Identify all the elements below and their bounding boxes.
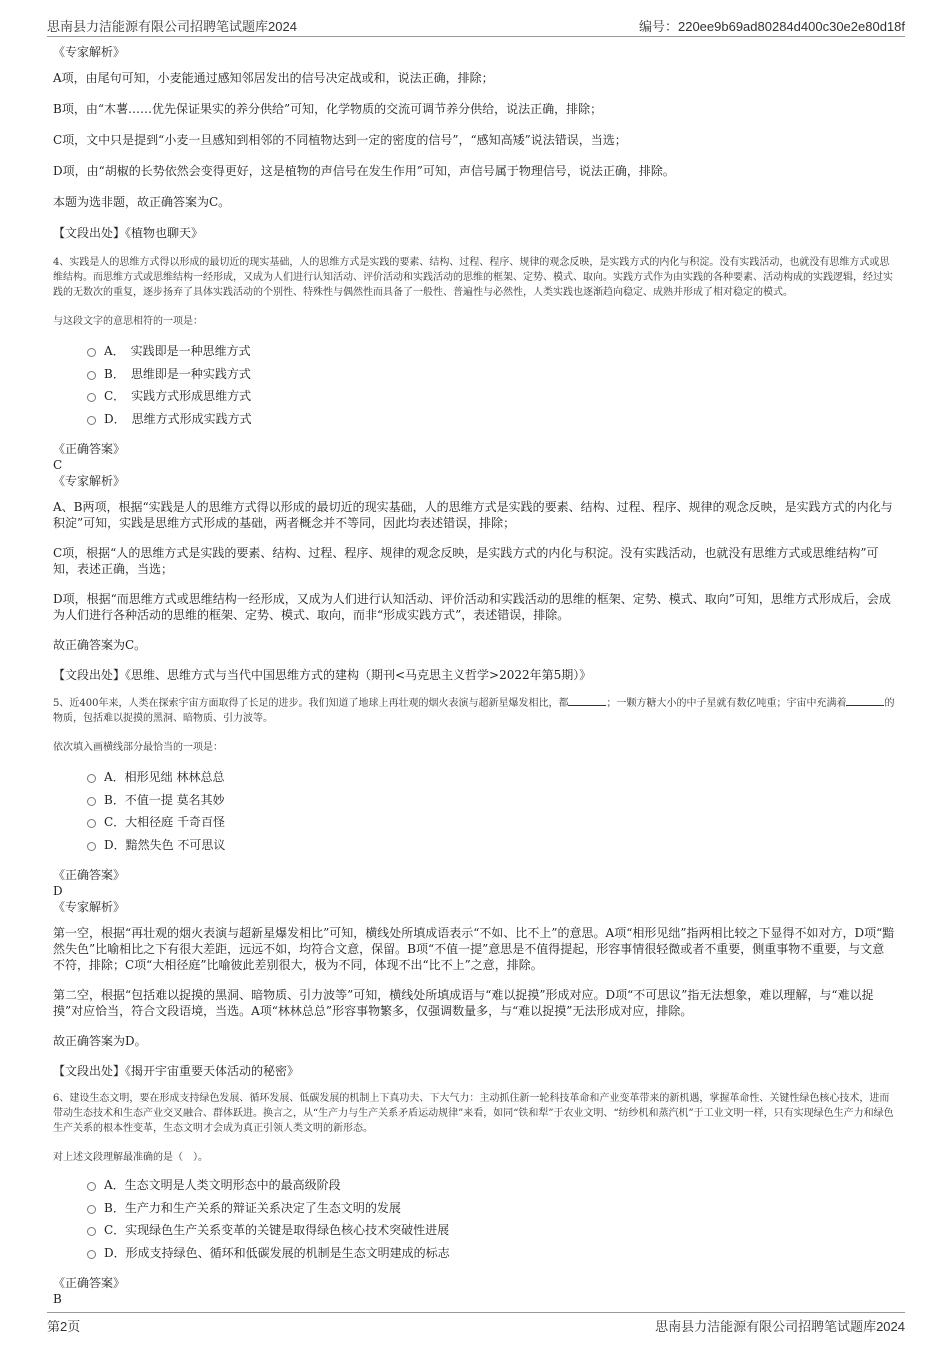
radio-icon[interactable]	[87, 393, 96, 402]
q4-options	[87, 343, 895, 433]
q3-analysis-label: 《专家解析》	[53, 45, 126, 59]
q5-source: 【文段出处】《揭开宇宙重要天体活动的秘密》	[53, 1064, 300, 1078]
q6-option-c[interactable]: C．实现绿色生产关系变革的关键是取得绿色核心技术突破性进展	[87, 1222, 895, 1245]
page-number: 第2页	[47, 1319, 81, 1334]
q5-conclusion: 故正确答案为D。	[53, 1034, 147, 1048]
q4-source: 【文段出处】《思维、思维方式与当代中国思维方式的建构（期刊<马克思主义哲学>2022年第5期）》	[53, 668, 592, 682]
radio-icon[interactable]	[87, 1250, 96, 1259]
q4-conclusion: 故正确答案为C。	[53, 638, 147, 652]
q6-answer: B	[53, 1292, 62, 1306]
page-footer	[47, 1312, 905, 1337]
radio-icon[interactable]	[87, 774, 96, 783]
document-code: 编号：220ee9b69ad80284d400c30e2e80d18f	[638, 19, 905, 34]
q5-options	[87, 769, 895, 859]
q6-options	[87, 1177, 895, 1267]
q3-source: 【文段出处】《植物也聊天》	[53, 226, 204, 240]
q4-option-b[interactable]: B． 思维即是一种实践方式	[87, 366, 895, 389]
q5-option-b[interactable]: B．不值一提 莫名其妙	[87, 792, 895, 815]
fill-blank	[846, 695, 884, 706]
fill-blank	[568, 695, 606, 706]
q5-answer-label: 《正确答案》	[53, 868, 126, 882]
q5-answer: D	[53, 884, 63, 898]
q4-analysis-d: D项，根据“而思维方式或思维结构一经形成，又成为人们进行认知活动、评价活动和实践活动的思维的框架、定势、模式、取向”可知，思维方式形成后，会成为人们进行各种活动的思维的框架、定势、模式、取向，而非“形成实践方式”，表述错误，排除。	[53, 592, 891, 622]
radio-icon[interactable]	[87, 1182, 96, 1191]
q6-option-d[interactable]: D．形成支持绿色、循环和低碳发展的机制是生态文明建成的标志	[87, 1245, 895, 1268]
q5-analysis-1: 第一空，根据“再壮观的烟火表演与超新星爆发相比”可知，横线处所填成语表示“不如、比不上”的意思。A项“相形见绌”指两相比较之下显得不如对方，D项“黯然失色”比喻相比之下有很大差距，远远不如，均符合文意，保留。B项“不值一提”意思是不值得提起，形容事情很轻微或者不重要，侧重事物不重要，与文意不符，排除；C项“大相径庭”比喻彼此差别很大，极为不同，体现不出“比不上”之意，排除。	[53, 926, 895, 972]
q6-option-b[interactable]: B．生产力和生产关系的辩证关系决定了生态文明的发展	[87, 1200, 895, 1223]
q3-conclusion: 本题为选非题，故正确答案为C。	[53, 195, 231, 209]
q4-option-a[interactable]: A． 实践即是一种思维方式	[87, 343, 895, 366]
q5-analysis-label: 《专家解析》	[53, 900, 126, 914]
q5-prompt: 依次填入画横线部分最恰当的一项是：	[53, 742, 223, 753]
page-content	[53, 44, 895, 1307]
q4-prompt: 与这段文字的意思相符的一项是：	[53, 316, 203, 327]
radio-icon[interactable]	[87, 1205, 96, 1214]
radio-icon[interactable]	[87, 1227, 96, 1236]
radio-icon[interactable]	[87, 371, 96, 380]
q3-analysis-c: C项，文中只是提到“小麦一旦感知到相邻的不同植物达到一定的密度的信号”，“感知高矮”说法错误，当选；	[53, 133, 627, 147]
q4-answer: C	[53, 458, 63, 472]
q4-option-c[interactable]: C． 实践方式形成思维方式	[87, 388, 895, 411]
radio-icon[interactable]	[87, 842, 96, 851]
q5-stem: 5、近400年来，人类在探索宇宙方面取得了长足的进步。我们知道了地球上再壮观的烟火表演与超新星爆发相比，都 ；一颗方糖大小的中子星就有数亿吨重；宇宙中充满着 的物质，包括难以捉摸的黑洞、暗物质、引力波等。	[53, 695, 895, 726]
radio-icon[interactable]	[87, 348, 96, 357]
q3-analysis-b: B项，由“木薯……优先保证果实的养分供给”可知，化学物质的交流可调节养分供给，说法正确，排除；	[53, 102, 603, 116]
q6-prompt: 对上述文段理解最准确的是（ ）。	[53, 1152, 208, 1163]
q4-analysis-c: C项，根据“人的思维方式是实践的要素、结构、过程、程序、规律的观念反映，是实践方式的内化与积淀。没有实践活动，也就没有思维方式或思维结构”可知，表述正确，当选；	[53, 546, 879, 576]
q4-option-d[interactable]: D． 思维方式形成实践方式	[87, 411, 895, 434]
q4-stem: 4、实践是人的思维方式得以形成的最切近的现实基础，人的思维方式是实践的要素、结构、过程、程序、规律的观念反映，是实践方式的内化与积淀。没有实践活动，也就没有思维方式或思维结构。而思维方式或思维结构一经形成，又成为人们进行认知活动、评价活动和实践活动的思维的框架、定势、模式、取向。实践方式作为由实践的各种要素、活动构成的实践逻辑，经过实践的无数次的重复，逐步扬弃了具体实践活动的个别性、特殊性与偶然性而具备了一般性、普遍性与必然性，人类实践也逐渐趋向稳定、成熟并形成了相对稳定的模式。	[53, 257, 893, 298]
radio-icon[interactable]	[87, 416, 96, 425]
footer-title: 思南县力洁能源有限公司招聘笔试题库2024	[655, 1319, 905, 1334]
q4-analysis-ab: A、B两项，根据“实践是人的思维方式得以形成的最切近的现实基础，人的思维方式是实践的要素、结构、过程、程序、规律的观念反映，是实践方式的内化与积淀”可知，实践是思维方式形成的基础，两者概念并不等同，因此均表述错误，排除；	[53, 500, 893, 530]
radio-icon[interactable]	[87, 819, 96, 828]
radio-icon[interactable]	[87, 797, 96, 806]
header-title: 思南县力洁能源有限公司招聘笔试题库2024	[47, 19, 297, 34]
q5-option-d[interactable]: D．黯然失色 不可思议	[87, 837, 895, 860]
page-header	[47, 14, 905, 37]
q6-option-a[interactable]: A．生态文明是人类文明形态中的最高级阶段	[87, 1177, 895, 1200]
q5-option-c[interactable]: C．大相径庭 千奇百怪	[87, 814, 895, 837]
q6-answer-label: 《正确答案》	[53, 1276, 126, 1290]
q3-analysis-a: A项，由尾句可知，小麦能通过感知邻居发出的信号决定战或和，说法正确，排除；	[53, 71, 494, 85]
q4-analysis-label: 《专家解析》	[53, 474, 126, 488]
q3-analysis-d: D项，由“胡椒的长势依然会变得更好，这是植物的声信号在发生作用”可知，声信号属于物理信号，说法正确，排除。	[53, 164, 675, 178]
q5-option-a[interactable]: A．相形见绌 林林总总	[87, 769, 895, 792]
q6-stem: 6、建设生态文明，要在形成支持绿色发展、循环发展、低碳发展的机制上下真功夫、下大气力：主动抓住新一轮科技革命和产业变革带来的新机遇，掌握革命性、关键性绿色核心技术，进而带动生态技术和生态产业交叉融合、群体跃进。换言之，从“生产力与生产关系矛盾运动规律”来看，如同“铁和犁”于农业文明、“纺纱机和蒸汽机”于工业文明一样，只有实现绿色生产力和绿色生产关系的根本性变革，生态文明才会成为真正引领人类文明的新形态。	[53, 1093, 894, 1134]
q4-answer-label: 《正确答案》	[53, 442, 126, 456]
q5-analysis-2: 第二空，根据“包括难以捉摸的黑洞、暗物质、引力波等”可知，横线处所填成语与“难以捉摸”形成对应。D项“不可思议”指无法想象，难以理解，与“难以捉摸”对应恰当，符合文段语境，当选。A项“林林总总”形容事物繁多，仅强调数量多，与“难以捉摸”无法形成对应，排除。	[53, 988, 874, 1018]
